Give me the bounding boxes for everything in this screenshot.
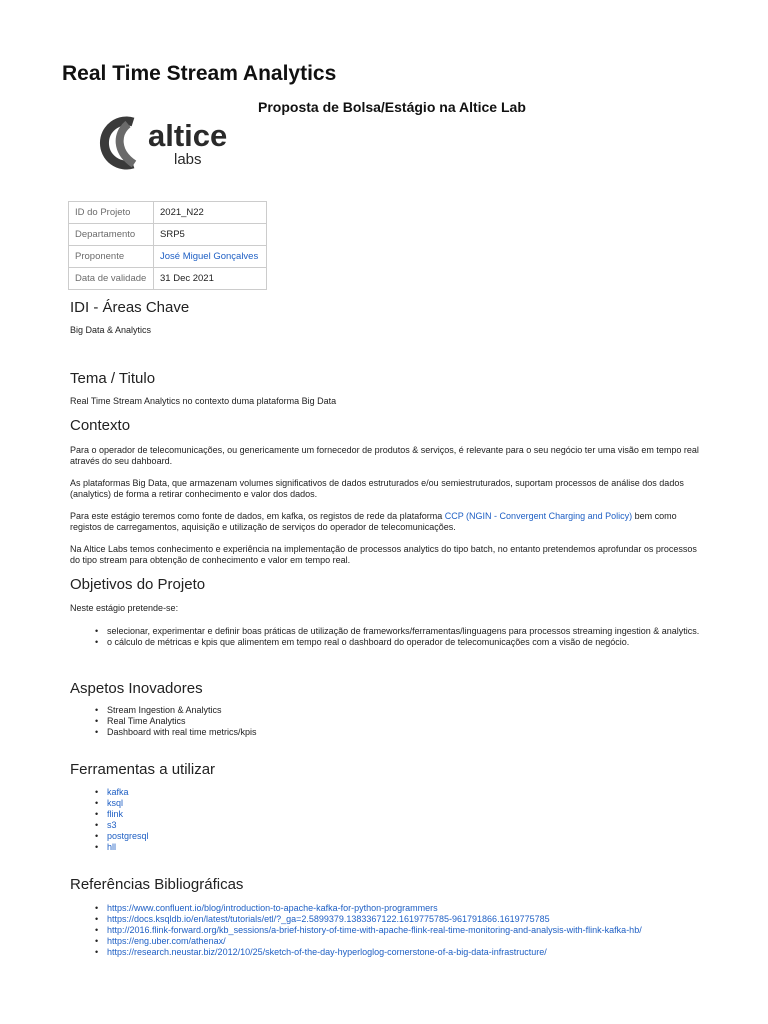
section-heading: Contexto [70,417,131,434]
section-text: Big Data & Analytics [70,325,152,335]
list-link[interactable]: http://2016.flink-forward.org/kb_sessions/a-brief-history-of-time-with-apache-flink-real-time-monitoring-and-analysis-with-flink-kafka-hb/ [107,925,642,935]
section-heading: Referências Bibliográficas [70,876,244,893]
meta-value: 2021_N22 [154,202,267,224]
page-title: Real Time Stream Analytics [62,62,337,85]
section-objetivos [70,576,702,648]
contexto-p3-text: Para este estágio teremos como fonte de dados, em kafka, os registos de rede da plataforma [70,511,445,521]
list-link[interactable]: hll [107,842,117,852]
list-item [70,903,702,914]
meta-key: Departamento [69,224,154,246]
meta-key: ID do Projeto [69,202,154,224]
referencias-list [70,903,702,958]
ferramentas-list [70,787,702,853]
project-info-table [68,201,267,290]
meta-key: Proponente [69,246,154,268]
list-item: • Stream Ingestion & Analytics [70,705,702,716]
section-heading: Aspetos Inovadores [70,680,203,697]
section-heading: IDI - Áreas Chave [70,299,190,316]
list-item: • selecionar, experimentar e definir boas práticas de utilização de frameworks/ferramentas/linguagens para processos streaming ingestion & analytics. [70,626,702,637]
list-link[interactable]: https://www.confluent.io/blog/introduction-to-apache-kafka-for-python-programmers [107,903,438,913]
table-row [69,202,267,224]
list-link[interactable]: kafka [107,787,129,797]
contexto-p3 [70,511,702,533]
list-link[interactable]: s3 [107,820,117,830]
list-link[interactable]: flink [107,809,124,819]
list-item [70,914,702,925]
objetivos-intro: Neste estágio pretende-se: [70,603,179,613]
table-row [69,268,267,290]
list-link[interactable]: postgresql [107,831,149,841]
section-contexto [70,417,702,566]
contexto-p2: As plataformas Big Data, que armazenam volumes significativos de dados estruturados e/ou semiestruturados, suportam processos de análise dos dados (analytics) de forma a retirar conhecimento e valor dos dados. [70,478,684,499]
section-tema [70,370,702,407]
contexto-p1: Para o operador de telecomunicações, ou genericamente um fornecedor de produtos & serviços, é relevante para o seu negócio ter uma visão em tempo real através do seu dahboard. [70,445,699,466]
list-link[interactable]: ksql [107,798,124,808]
page-subtitle: Proposta de Bolsa/Estágio na Altice Lab [258,99,526,115]
list-item [70,798,702,809]
logo-word: altice [148,118,228,153]
section-areas [70,299,702,336]
list-item: • Real Time Analytics [70,716,702,727]
proponente-link[interactable]: José Miguel Gonçalves [160,251,259,262]
section-heading: Tema / Titulo [70,370,156,387]
list-item: • o cálculo de métricas e kpis que alimentem em tempo real o dashboard do operador de telecomunicações com a visão de negócio. [70,637,702,648]
list-item [70,947,702,958]
meta-value: SRP5 [154,224,267,246]
section-heading: Ferramentas a utilizar [70,761,216,778]
contexto-p4: Na Altice Labs temos conhecimento e experiência na implementação de processos analytics do tipo batch, no entanto pretendemos aprofundar os processos do tipo stream para obtenção de conhecimento e valor em tempo real. [70,544,697,565]
list-item [70,925,702,936]
list-item [70,936,702,947]
meta-key: Data de validade [69,268,154,290]
aspetos-list [70,705,702,738]
contexto-p3-text-end: bem como registos de carregamentos, aquisição e utilização de serviços do operador de telecomunicações. [70,511,677,532]
section-aspetos [70,680,702,738]
list-item: • Dashboard with real time metrics/kpis [70,727,702,738]
meta-value [154,246,267,268]
logo-sub: labs [174,151,202,168]
objetivos-list [70,626,702,648]
list-item [70,787,702,798]
altice-logo-icon [86,112,276,174]
meta-value: 31 Dec 2021 [154,268,267,290]
section-heading: Objetivos do Projeto [70,576,206,593]
ccp-link[interactable]: CCP (NGIN - Convergent Charging and Policy) [444,511,633,521]
section-ferramentas [70,761,702,853]
list-link[interactable]: https://docs.ksqldb.io/en/latest/tutorials/etl/?_ga=2.5899379.1383367122.1619775785-961791866.1619775785 [107,914,550,924]
list-link[interactable]: https://eng.uber.com/athenax/ [107,936,226,946]
table-row [69,246,267,268]
section-text: Real Time Stream Analytics no contexto duma plataforma Big Data [70,396,337,406]
list-item [70,809,702,820]
table-row [69,224,267,246]
list-item [70,842,702,853]
list-link[interactable]: https://research.neustar.biz/2012/10/25/sketch-of-the-day-hyperloglog-cornerstone-of-a-big-data-infrastructure/ [107,947,547,957]
list-item [70,820,702,831]
list-item [70,831,702,842]
section-referencias [70,876,702,958]
